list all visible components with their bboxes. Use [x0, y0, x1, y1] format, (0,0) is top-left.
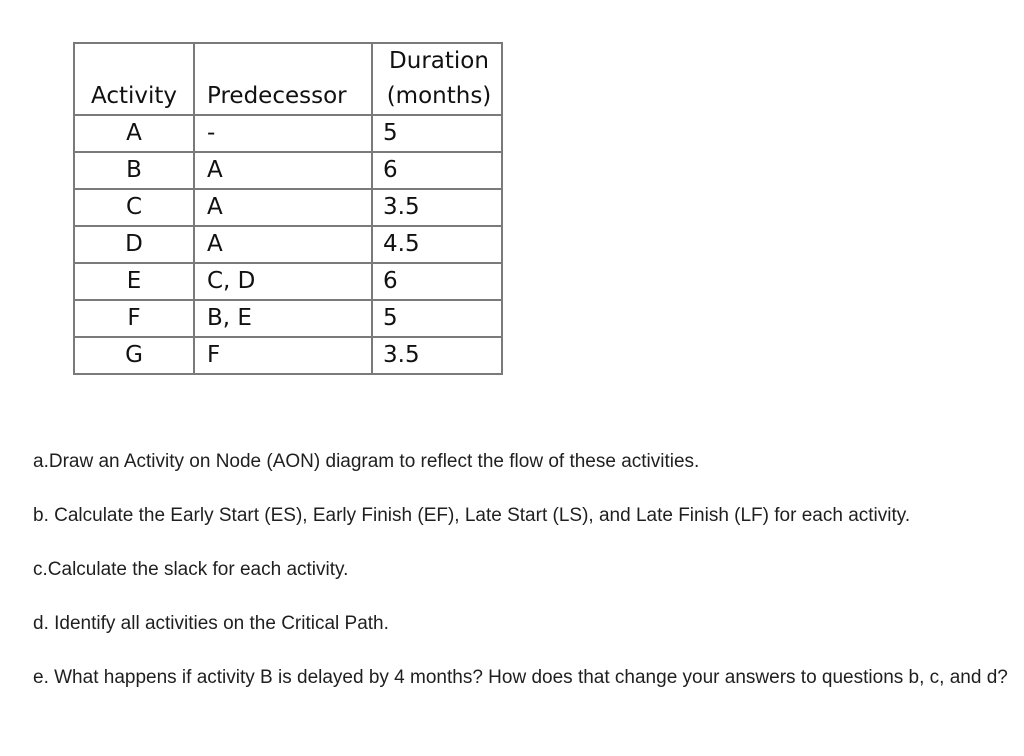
cell-duration: 6 [372, 152, 502, 189]
header-activity: Activity [74, 43, 194, 115]
table-row [74, 337, 502, 374]
cell-duration: 4.5 [372, 226, 502, 263]
cell-duration: 5 [372, 300, 502, 337]
header-duration-line2: (months) [386, 83, 492, 109]
cell-duration: 6 [372, 263, 502, 300]
table-row [74, 152, 502, 189]
table-row [74, 300, 502, 337]
question-list [33, 446, 1013, 716]
cell-duration: 5 [372, 115, 502, 152]
table-row [74, 189, 502, 226]
cell-activity: C [74, 189, 194, 226]
cell-predecessor: C, D [194, 263, 372, 300]
cell-duration: 3.5 [372, 337, 502, 374]
question-c: c.Calculate the slack for each activity. [33, 559, 349, 580]
header-duration-line1: Duration [389, 48, 489, 74]
activity-table [73, 42, 503, 375]
cell-predecessor: A [194, 226, 372, 263]
cell-predecessor: - [194, 115, 372, 152]
cell-predecessor: F [194, 337, 372, 374]
cell-activity: E [74, 263, 194, 300]
question-d: d. Identify all activities on the Critical Path. [33, 613, 389, 634]
table-row [74, 115, 502, 152]
cell-activity: G [74, 337, 194, 374]
cell-activity: A [74, 115, 194, 152]
cell-activity: F [74, 300, 194, 337]
question-b: b. Calculate the Early Start (ES), Early Finish (EF), Late Start (LS), and Late Finish (LF) for each activity. [33, 505, 911, 526]
question-a: a.Draw an Activity on Node (AON) diagram to reflect the flow of these activities. [33, 451, 700, 472]
table-row [74, 226, 502, 263]
cell-predecessor: A [194, 189, 372, 226]
cell-duration: 3.5 [372, 189, 502, 226]
header-duration [372, 43, 502, 115]
table-row [74, 263, 502, 300]
cell-activity: B [74, 152, 194, 189]
cell-activity: D [74, 226, 194, 263]
header-predecessor: Predecessor [194, 43, 372, 115]
question-e: e. What happens if activity B is delayed by 4 months? How does that change your answers to questions b, c, and d? [33, 667, 1008, 688]
cell-predecessor: A [194, 152, 372, 189]
table-header-row [74, 43, 502, 115]
cell-predecessor: B, E [194, 300, 372, 337]
